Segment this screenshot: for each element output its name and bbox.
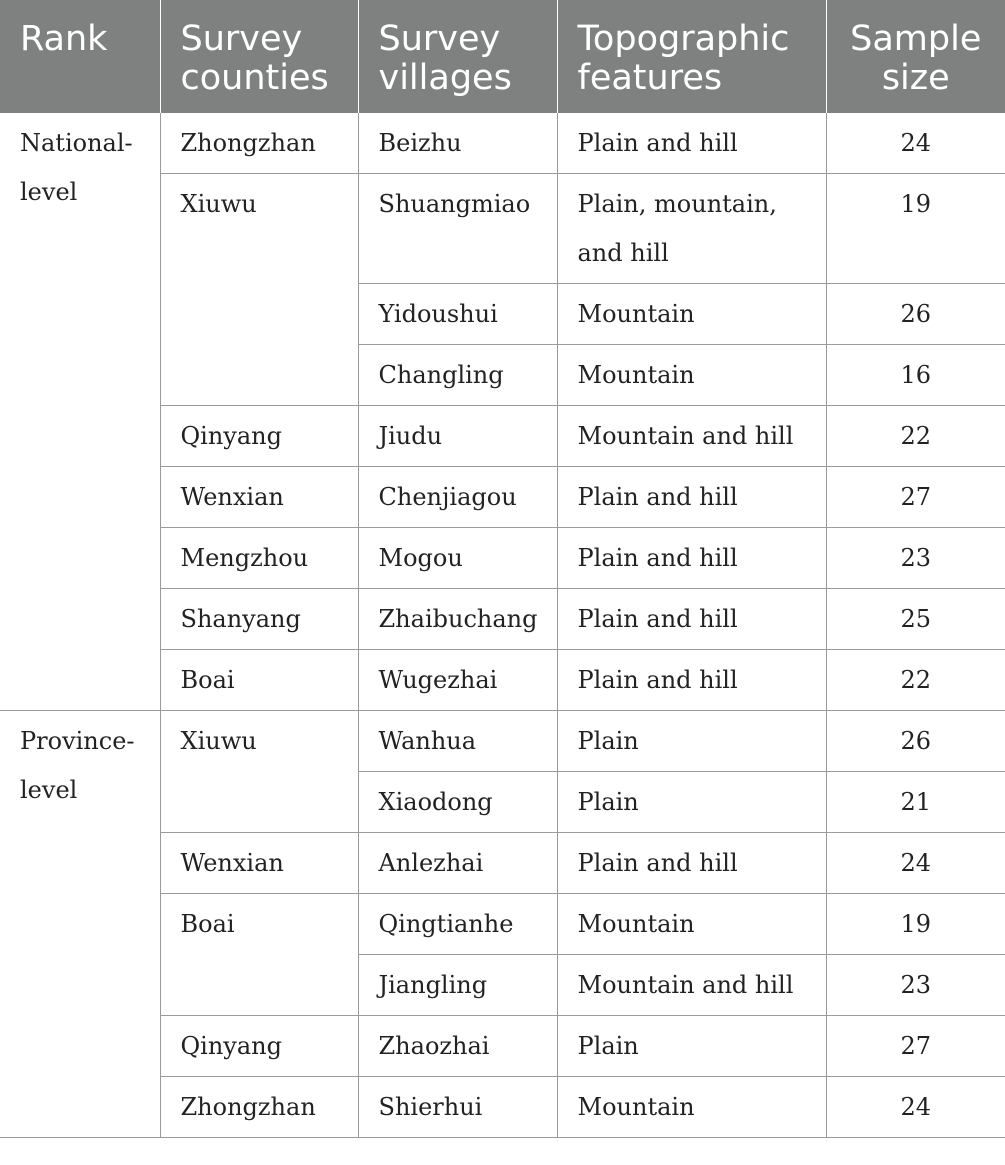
topo-cell: Mountain [557, 284, 826, 345]
header-counties: Survey counties [160, 0, 358, 113]
county-cell: Xiuwu [160, 174, 358, 406]
sample-cell: 19 [826, 894, 1005, 955]
village-cell: Xiaodong [358, 772, 557, 833]
county-cell: Boai [160, 650, 358, 711]
village-cell: Jiangling [358, 955, 557, 1016]
rank-cell-national: National-level [0, 113, 160, 711]
village-cell: Qingtianhe [358, 894, 557, 955]
village-cell: Zhaibuchang [358, 589, 557, 650]
sample-cell: 23 [826, 955, 1005, 1016]
village-cell: Changling [358, 345, 557, 406]
village-cell: Beizhu [358, 113, 557, 174]
table-row [0, 711, 1005, 772]
village-cell: Shierhui [358, 1077, 557, 1138]
sample-cell: 27 [826, 467, 1005, 528]
topo-cell: Plain and hill [557, 650, 826, 711]
topo-cell: Mountain [557, 345, 826, 406]
county-cell: Zhongzhan [160, 1077, 358, 1138]
county-cell: Wenxian [160, 467, 358, 528]
topo-cell: Mountain [557, 894, 826, 955]
village-cell: Chenjiagou [358, 467, 557, 528]
sample-cell: 24 [826, 113, 1005, 174]
village-cell: Anlezhai [358, 833, 557, 894]
village-cell: Jiudu [358, 406, 557, 467]
sample-cell: 21 [826, 772, 1005, 833]
header-sample: Sample size [826, 0, 1005, 113]
sample-cell: 23 [826, 528, 1005, 589]
sample-cell: 27 [826, 1016, 1005, 1077]
topo-cell: Plain and hill [557, 113, 826, 174]
county-cell: Qinyang [160, 406, 358, 467]
topo-cell: Plain and hill [557, 589, 826, 650]
topo-cell: Plain [557, 711, 826, 772]
county-cell: Xiuwu [160, 711, 358, 833]
county-cell: Shanyang [160, 589, 358, 650]
header-topo: Topographic features [557, 0, 826, 113]
topo-cell: Plain [557, 1016, 826, 1077]
topo-cell: Plain [557, 772, 826, 833]
village-cell: Wugezhai [358, 650, 557, 711]
topo-cell: Mountain [557, 1077, 826, 1138]
sample-cell: 19 [826, 174, 1005, 284]
topo-cell: Mountain and hill [557, 955, 826, 1016]
sample-cell: 25 [826, 589, 1005, 650]
village-cell: Yidoushui [358, 284, 557, 345]
header-villages: Survey villages [358, 0, 557, 113]
county-cell: Qinyang [160, 1016, 358, 1077]
county-cell: Zhongzhan [160, 113, 358, 174]
sample-cell: 22 [826, 406, 1005, 467]
county-cell: Boai [160, 894, 358, 1016]
rank-cell-province: Province-level [0, 711, 160, 1138]
village-cell: Zhaozhai [358, 1016, 557, 1077]
header-row [0, 0, 1005, 113]
topo-cell: Plain and hill [557, 833, 826, 894]
county-cell: Mengzhou [160, 528, 358, 589]
header-rank: Rank [0, 0, 160, 113]
county-cell: Wenxian [160, 833, 358, 894]
topo-cell: Plain and hill [557, 467, 826, 528]
topo-cell: Plain and hill [557, 528, 826, 589]
sample-cell: 26 [826, 711, 1005, 772]
sample-cell: 24 [826, 1077, 1005, 1138]
topo-cell: Plain, mountain, and hill [557, 174, 826, 284]
sample-cell: 22 [826, 650, 1005, 711]
village-cell: Mogou [358, 528, 557, 589]
table-row [0, 113, 1005, 174]
village-cell: Wanhua [358, 711, 557, 772]
sample-cell: 24 [826, 833, 1005, 894]
topo-cell: Mountain and hill [557, 406, 826, 467]
sample-cell: 16 [826, 345, 1005, 406]
sample-cell: 26 [826, 284, 1005, 345]
village-cell: Shuangmiao [358, 174, 557, 284]
